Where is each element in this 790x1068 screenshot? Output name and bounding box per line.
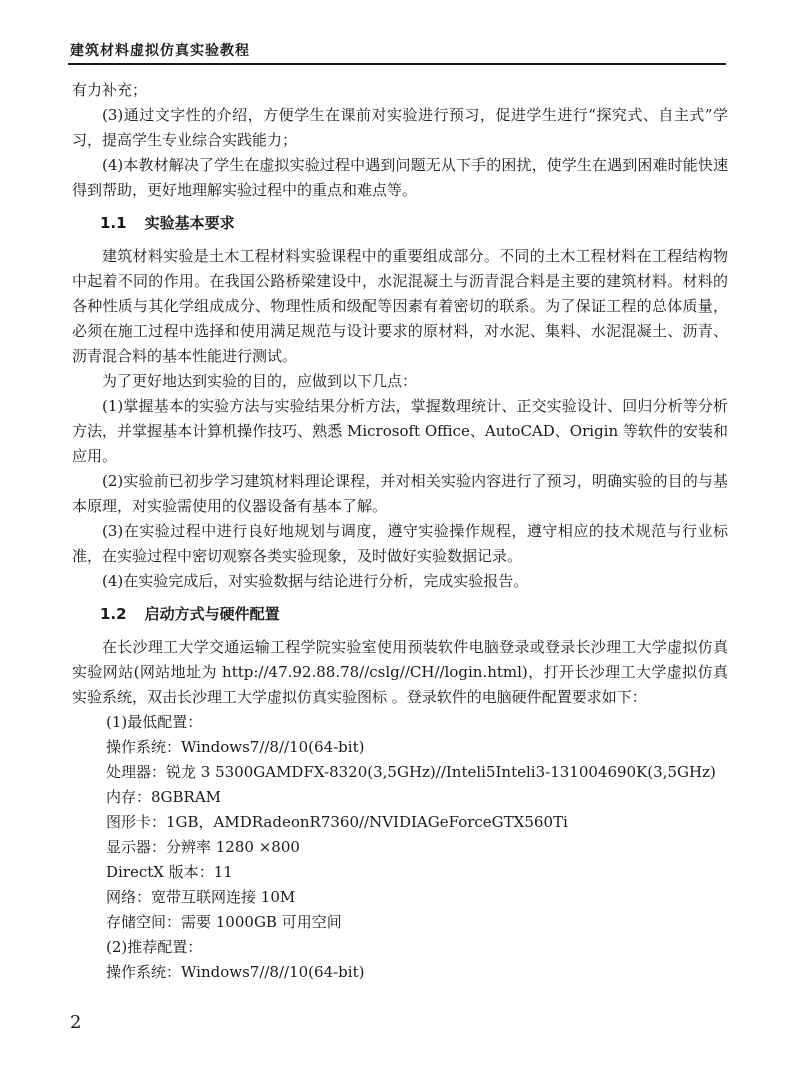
- spec-line: 操作系统：Windows7//8//10(64-bit): [106, 738, 365, 756]
- section-title: 实验基本要求: [144, 214, 235, 232]
- paragraph: 在长沙理工大学交通运输工程学院实验室使用预装软件电脑登录或登录长沙理工大学虚拟仿真实验网站(网站地址为 http://47.92.88.78//cslg//CH//login.html)，打开长沙理工大学虚拟仿真实验系统，双击长沙理工大学虚拟仿真实验图标 。登录软件的电脑硬件配置要求如下：: [72, 638, 728, 706]
- paragraph: 建筑材料实验是土木工程材料实验课程中的重要组成部分。不同的土木工程材料在工程结构物中起着不同的作用。在我国公路桥梁建设中，水泥混凝土与沥青混合料是主要的建筑材料。材料的各种性质与其化学组成成分、物理性质和级配等因素有着密切的联系。为了保证工程的总体质量，必须在施工过程中选择和使用满足规范与设计要求的原材料，对水泥、集料、水泥混凝土、沥青、沥青混合料的基本性能进行测试。: [72, 247, 728, 365]
- min-config-label: (1)最低配置：: [106, 713, 203, 731]
- section-number: 1.1: [100, 214, 127, 232]
- intro-continuation: 有力补充；: [72, 81, 148, 99]
- spec-line: 图形卡：1GB，AMDRadeonR7360//NVIDIAGeForceGTX560Ti: [106, 813, 568, 831]
- requirement-item-1: (1)掌握基本的实验方法与实验结果分析方法，掌握数理统计、正交实验设计、回归分析等分析方法，并掌握基本计算机操作技巧、熟悉 Microsoft Office、AutoCAD、Origin 等软件的安装和应用。: [72, 397, 728, 465]
- spec-line: DirectX 版本：11: [106, 863, 233, 881]
- section-heading-1-2: [100, 602, 728, 627]
- spec-line: 显示器：分辨率 1280 ×800: [106, 838, 300, 856]
- spec-line: 存储空间：需要 1000GB 可用空间: [106, 913, 342, 931]
- paragraph: 为了更好地达到实验的目的，应做到以下几点：: [102, 372, 418, 390]
- spec-line: 操作系统：Windows7//8//10(64-bit): [106, 963, 365, 981]
- intro-item-3: (3)通过文字性的介绍，方便学生在课前对实验进行预习，促进学生进行“探究式、自主式”学习，提高学生专业综合实践能力；: [72, 106, 728, 149]
- intro-item-4: (4)本教材解决了学生在虚拟实验过程中遇到问题无从下手的困扰，使学生在遇到困难时能快速得到帮助，更好地理解实验过程中的重点和难点等。: [72, 156, 728, 199]
- section-title: 启动方式与硬件配置: [144, 605, 280, 623]
- running-header: 建筑材料虚拟仿真实验教程: [70, 43, 250, 59]
- requirement-item-3: (3)在实验过程中进行良好地规划与调度，遵守实验操作规程，遵守相应的技术规范与行业标准，在实验过程中密切观察各类实验现象，及时做好实验数据记录。: [72, 522, 728, 565]
- requirement-item-4: (4)在实验完成后，对实验数据与结论进行分析，完成实验报告。: [102, 572, 529, 590]
- header-rule: [68, 63, 726, 65]
- spec-line: 网络：宽带互联网连接 10M: [106, 888, 296, 906]
- page-number: 2: [70, 1012, 82, 1033]
- body-text: [72, 78, 728, 985]
- spec-line: 内存：8GBRAM: [106, 788, 222, 806]
- requirement-item-2: (2)实验前已初步学习建筑材料理论课程，并对相关实验内容进行了预习，明确实验的目的与基本原理，对实验需使用的仪器设备有基本了解。: [72, 472, 728, 515]
- section-heading-1-1: [100, 211, 728, 236]
- spec-line: 处理器：锐龙 3 5300GAMDFX-8320(3,5GHz)//Inteli5Inteli3-131004690K(3,5GHz): [106, 763, 716, 781]
- section-number: 1.2: [100, 605, 127, 623]
- rec-config-label: (2)推荐配置：: [106, 938, 203, 956]
